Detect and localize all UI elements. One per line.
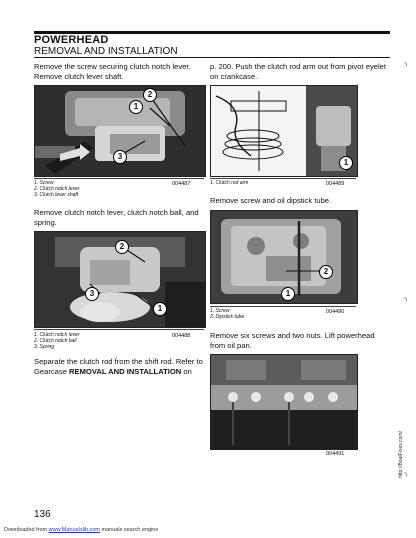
header-bottom-rule xyxy=(34,57,390,58)
figure-004490 xyxy=(210,210,358,304)
step-remove-screw: Remove the screw securing clutch notch lever. Remove clutch lever shaft. xyxy=(34,62,191,81)
callout-1: 1 xyxy=(281,287,295,301)
figure-004491 xyxy=(210,354,358,450)
section-title: POWERHEAD xyxy=(34,34,109,46)
caption-item: 1. Screw xyxy=(34,180,54,186)
callout-1: 1 xyxy=(129,100,143,114)
callout-1: 1 xyxy=(153,302,167,316)
step-push-clutch-rod: p. 200. Push the clutch rod arm out from pivot eyelet on crankcase. xyxy=(210,62,387,81)
caption-rule xyxy=(34,329,204,330)
caption-item: 2. Clutch notch lever xyxy=(34,186,80,193)
download-footer: Downloaded from www.Manualslib.com manuals search engine xyxy=(4,527,159,533)
figure-number: 004490 xyxy=(326,309,345,315)
margin-mark: ╮ xyxy=(404,61,408,67)
figure-number: 004488 xyxy=(172,333,191,339)
step-lift-powerhead: Remove six screws and two nuts. Lift powerhead from oil pan. xyxy=(210,331,375,350)
callout-1: 1 xyxy=(339,156,353,170)
figure-004489 xyxy=(210,85,358,177)
side-watermark: http://BoatFixes.com/ xyxy=(398,431,404,478)
caption-item: 1. Clutch rod arm xyxy=(210,180,249,186)
figure-004488-captions xyxy=(34,332,164,351)
figure-004491-photo xyxy=(211,355,357,449)
caption-item: 2. Dipstick tube xyxy=(210,314,245,321)
caption-item: 3. Clutch lever shaft xyxy=(34,192,79,199)
manualslib-link[interactable]: www.Manualslib.com xyxy=(48,527,100,533)
step-remove-notch-lever: Remove clutch notch lever, clutch notch ball, and spring. xyxy=(34,208,199,227)
figure-number: 004491 xyxy=(326,451,345,457)
step-remove-dipstick: Remove screw and oil dipstick tube. xyxy=(210,196,332,205)
figure-004489-photo xyxy=(211,86,357,176)
figure-004489-captions xyxy=(210,180,310,186)
callout-2: 2 xyxy=(143,88,157,102)
figure-004490-captions xyxy=(210,308,310,320)
callout-3: 3 xyxy=(113,150,127,164)
page-number: 136 xyxy=(34,509,51,520)
caption-rule xyxy=(210,306,356,307)
caption-item: 1. Clutch notch lever xyxy=(34,332,80,338)
callout-2: 2 xyxy=(319,265,333,279)
caption-rule xyxy=(34,178,204,179)
callout-2: 2 xyxy=(115,240,129,254)
caption-item: 3. Spring xyxy=(34,344,55,351)
margin-mark: ╮ xyxy=(404,296,408,302)
step-separate-clutch-rod: Separate the clutch rod from the shift rod. Refer to Gearcase REMOVAL AND INSTALLATION on xyxy=(34,357,203,376)
caption-rule xyxy=(210,178,356,179)
margin-mark: ╮ xyxy=(404,471,408,477)
figure-number: 004487 xyxy=(172,181,191,187)
figure-004488 xyxy=(34,231,206,328)
figure-number: 004489 xyxy=(326,181,345,187)
figure-004487 xyxy=(34,85,206,177)
figure-004487-captions xyxy=(34,180,164,199)
caption-item: 1. Screw xyxy=(210,308,230,314)
section-subtitle: REMOVAL AND INSTALLATION xyxy=(34,46,178,57)
caption-item: 2. Clutch notch ball xyxy=(34,338,77,345)
callout-3: 3 xyxy=(85,287,99,301)
